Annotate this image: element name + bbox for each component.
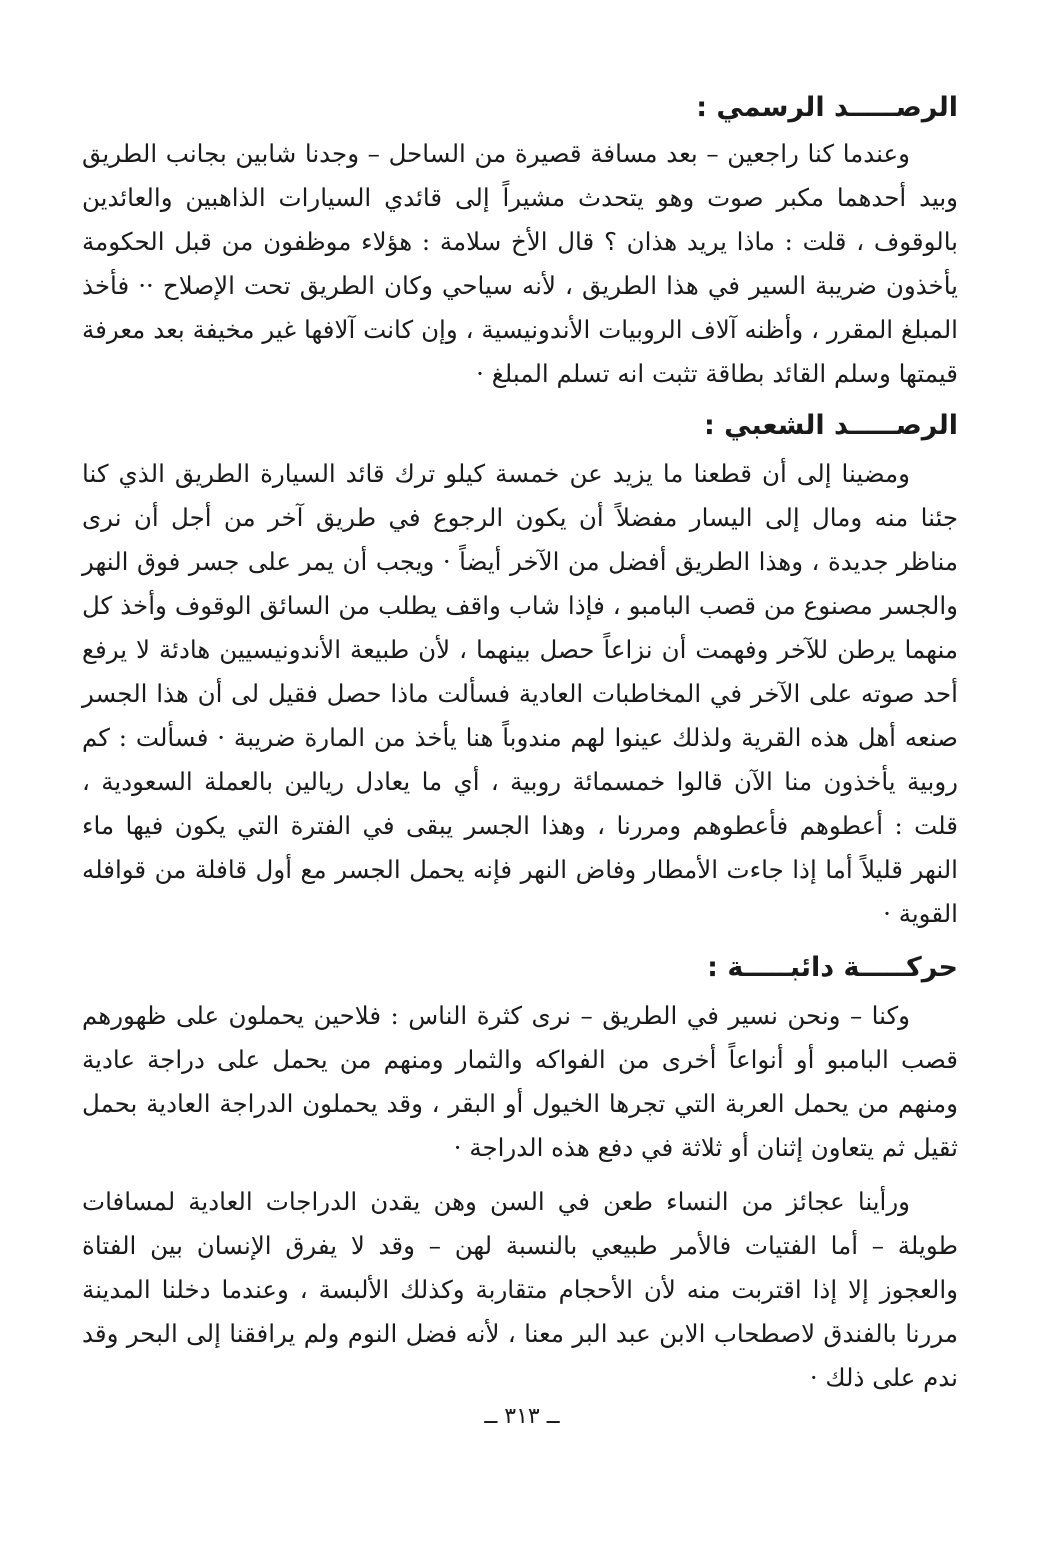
paragraph: ورأينا عجائز من النساء طعن في السن وهن يقدن الدراجات العادية لمسافات طويلة – أما الفتيات فالأمر طبيعي بالنسبة لهن – وقد لا يفرق الإنسان بين الفتاة والعجوز إلا إذا اقتربت منه لأن الأحجام متقاربة وكذلك الألبسة ، وعندما دخلنا المدينة مررنا بالفندق لاصطحاب الابن عبد البر معنا ، لأنه فضل النوم ولم يرافقنا إلى البحر وقد ندم على ذلك · xyxy=(82,1187,958,1392)
section-constant-movement xyxy=(82,948,958,1400)
paragraph: وكنا – ونحن نسير في الطريق – نرى كثرة الناس : فلاحين يحملون على ظهورهم قصب البامبو أو أنواعاً أخرى من الفواكه والثمار ومنهم من يحمل على دراجة عادية ومنهم من يحمل العربة التي تجرها الخيول أو البقر ، وقد يحملون الدراجة العادية بحمل ثقيل ثم يتعاون إثنان أو ثلاثة في دفع هذه الدراجة · xyxy=(82,1001,958,1162)
page-number: ــ ٣١٣ ــ xyxy=(484,1404,560,1429)
section-popular-tax xyxy=(82,406,958,936)
page-body xyxy=(82,88,958,1400)
paragraph: ومضينا إلى أن قطعنا ما يزيد عن خمسة كيلو ترك قائد السيارة الطريق الذي كنا جئنا منه ومال إلى اليسار مفضلاً أن يكون الرجوع في طريق آخر من أجل أن نرى مناظر جديدة ، وهذا الطريق أفضل من الآخر أيضاً · ويجب أن يمر على جسر فوق النهر والجسر مصنوع من قصب البامبو ، فإذا شاب واقف يطلب من السائق الوقوف وأخذ كل منهما يرطن للآخر وفهمت أن نزاعاً حصل بينهما ، لأن طبيعة الأندونيسيين هادئة لا يرفع أحد صوته على الآخر في المخاطبات العادية فسألت ماذا حصل فقيل لى أن هذا الجسر صنعه أهل هذه القرية ولذلك عينوا لهم مندوباً هنا يأخذ من المارة ضريبة · فسألت : كم روبية يأخذون منا الآن قالوا خمسمائة روبية ، أي ما يعادل ريالين بالعملة السعودية ، قلت : أعطوهم فأعطوهم ومررنا ، وهذا الجسر يبقى في الفترة التي يكون فيها ماء النهر قليلاً أما إذا جاءت الأمطار وفاض النهر فإنه يحمل الجسر مع أول قافلة من قوافله القوية · xyxy=(82,459,958,928)
section-official-tax xyxy=(82,88,958,396)
section-heading: الرصـــــد الرسمي : xyxy=(696,92,958,123)
section-heading: الرصـــــد الشعبي : xyxy=(703,410,958,441)
section-heading: حركـــــة دائبـــــة : xyxy=(707,952,958,983)
paragraph: وعندما كنا راجعين – بعد مسافة قصيرة من الساحل – وجدنا شابين بجانب الطريق وبيد أحدهما مكبر صوت وهو يتحدث مشيراً إلى قائدي السيارات الذاهبين والعائدين بالوقوف ، قلت : ماذا يريد هذان ؟ قال الأخ سلامة : هؤلاء موظفون من قبل الحكومة يأخذون ضريبة السير في هذا الطريق ، لأنه سياحي وكان الطريق تحت الإصلاح ·· فأخذ المبلغ المقرر ، وأظنه آلاف الروبيات الأندونيسية ، وإن كانت آلافها غير مخيفة بعد معرفة قيمتها وسلم القائد بطاقة تثبت انه تسلم المبلغ · xyxy=(82,139,958,388)
